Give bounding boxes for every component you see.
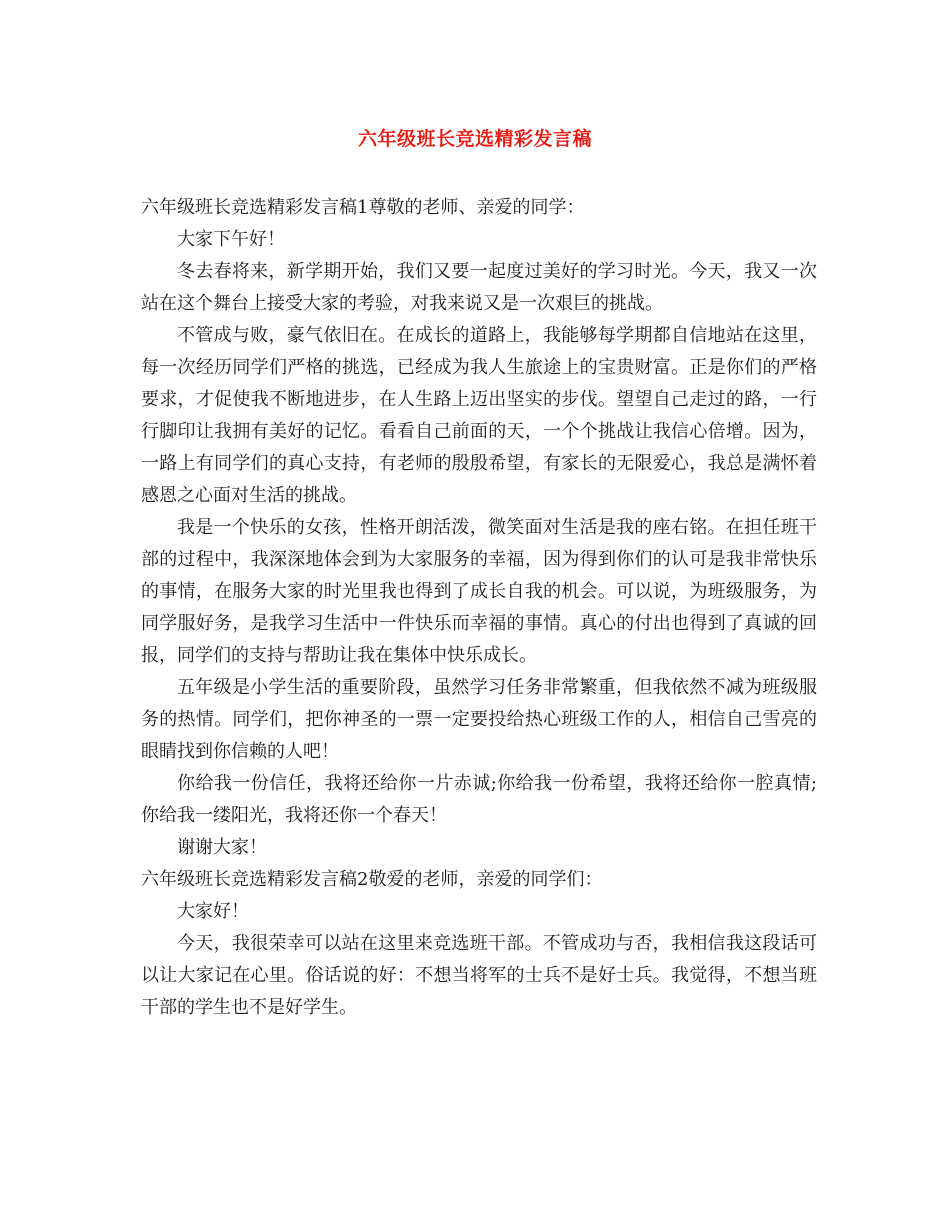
document-body (141, 192, 817, 1024)
section-heading-1: 六年级班长竞选精彩发言稿1尊敬的老师、亲爱的同学： (141, 197, 585, 218)
paragraph: 冬去春将来，新学期开始，我们又要一起度过美好的学习时光。今天，我又一次站在这个舞台上接受大家的考验，对我来说又是一次艰巨的挑战。 (141, 261, 817, 314)
paragraph: 五年级是小学生活的重要阶段，虽然学习任务非常繁重，但我依然不减为班级服务的热情。同学们，把你神圣的一票一定要投给热心班级工作的人，相信自己雪亮的眼睛找到你信赖的人吧！ (141, 677, 817, 762)
paragraph: 不管成与败，豪气依旧在。在成长的道路上，我能够每学期都自信地站在这里，每一次经历同学们严格的挑选，已经成为我人生旅途上的宝贵财富。正是你们的严格要求，才促使我不断地进步，在人生路上迈出坚实的步伐。望望自己走过的路，一行行脚印让我拥有美好的记忆。看看自己前面的天，一个个挑战让我信心倍增。因为，一路上有同学们的真心支持，有老师的殷殷希望，有家长的无限爱心，我总是满怀着感恩之心面对生活的挑战。 (141, 325, 817, 506)
paragraph: 大家好！ (177, 901, 249, 922)
section-heading-2: 六年级班长竞选精彩发言稿2敬爱的老师，亲爱的同学们： (141, 869, 603, 890)
paragraph: 谢谢大家！ (177, 837, 267, 858)
paragraph: 我是一个快乐的女孩，性格开朗活泼，微笑面对生活是我的座右铭。在担任班干部的过程中，我深深地体会到为大家服务的幸福，因为得到你们的认可是我非常快乐的事情，在服务大家的时光里我也得到了成长自我的机会。可以说，为班级服务，为同学服好务，是我学习生活中一件快乐而幸福的事情。真心的付出也得到了真诚的回报，同学们的支持与帮助让我在集体中快乐成长。 (141, 517, 817, 666)
paragraph: 大家下午好！ (177, 229, 285, 250)
document-title: 六年级班长竞选精彩发言稿 (357, 128, 592, 150)
paragraph: 你给我一份信任，我将还给你一片赤诚;你给我一份希望，我将还给你一腔真情;你给我一缕阳光，我将还你一个春天！ (141, 773, 817, 826)
paragraph: 今天，我很荣幸可以站在这里来竞选班干部。不管成功与否，我相信我这段话可以让大家记在心里。俗话说的好：不想当将军的士兵不是好士兵。我觉得，不想当班干部的学生也不是好学生。 (141, 933, 817, 1018)
